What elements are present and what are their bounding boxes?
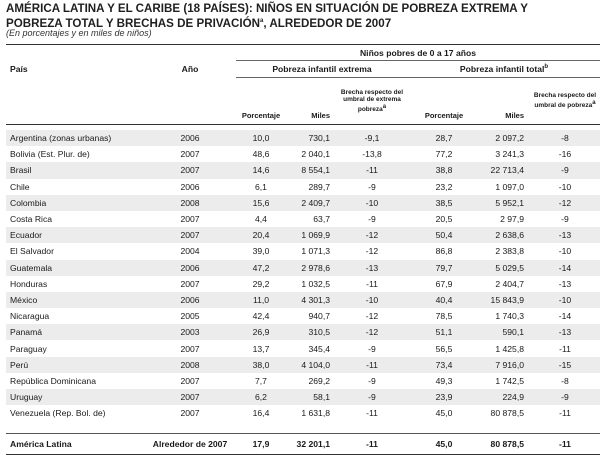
- header-total-label: Pobreza infantil total: [459, 64, 545, 74]
- cell-tot-miles: 22 713,4: [480, 162, 530, 178]
- total-ext-brecha: -11: [336, 434, 408, 455]
- cell-tot-brecha: -8: [561, 375, 569, 386]
- header-tot-brecha-text: Brecha respecto del umbral de pobreza: [533, 92, 597, 110]
- cell-tot-brecha: -13: [558, 278, 572, 289]
- cell-tot-miles: 2 638,6: [480, 227, 530, 243]
- header-total: [408, 61, 600, 78]
- cell-tot-pct: 23,2: [435, 181, 453, 192]
- header-row-group: [6, 45, 600, 61]
- cell-anio: 2003: [144, 324, 236, 340]
- cell-tot-brecha: -14: [530, 260, 600, 276]
- cell-pais: República Dominicana: [10, 375, 96, 386]
- cell-anio: 2007: [180, 343, 200, 354]
- table-row: [6, 308, 600, 324]
- cell-ext-pct: 7,7: [255, 375, 267, 386]
- cell-ext-miles: 58,1: [286, 389, 336, 405]
- header-tot-brecha: [530, 78, 600, 125]
- cell-pais: Guatemala: [6, 260, 144, 276]
- cell-ext-miles: 289,7: [308, 181, 330, 192]
- cell-ext-brecha: -12: [336, 324, 408, 340]
- cell-tot-brecha: -10: [558, 246, 572, 257]
- table-row: [6, 389, 600, 405]
- cell-ext-brecha: -10: [336, 195, 408, 211]
- cell-ext-miles: 310,5: [286, 324, 336, 340]
- cell-tot-miles: 5 029,5: [480, 260, 530, 276]
- table-title: [6, 2, 602, 30]
- cell-tot-miles: 1 740,3: [495, 311, 524, 322]
- cell-tot-brecha: -10: [530, 292, 600, 308]
- cell-ext-pct: 11,0: [236, 292, 286, 308]
- cell-pais: México: [6, 292, 144, 308]
- header-row-columns: [6, 78, 600, 125]
- cell-pais: Bolivia (Est. Plur. de): [10, 149, 90, 160]
- cell-ext-pct: 15,6: [236, 195, 286, 211]
- poverty-table: [6, 44, 600, 455]
- table-row: [6, 292, 600, 308]
- header-ext-miles: Miles: [286, 78, 336, 125]
- title-line-1: AMÉRICA LATINA Y EL CARIBE (18 PAÍSES): NIÑOS EN SITUACIÓN DE POBREZA EXTREMA Y: [6, 2, 528, 15]
- cell-tot-miles: 2 383,8: [495, 246, 524, 257]
- cell-tot-pct: 45,0: [435, 408, 453, 419]
- cell-tot-brecha: -9: [530, 162, 600, 178]
- cell-tot-pct: 77,2: [435, 149, 453, 160]
- cell-ext-miles: 940,7: [308, 311, 330, 322]
- cell-tot-brecha: -10: [558, 181, 572, 192]
- cell-ext-pct: 20,4: [236, 227, 286, 243]
- cell-tot-miles: 2 97,9: [500, 214, 524, 225]
- cell-pais: Paraguay: [10, 343, 47, 354]
- header-tot-brecha-footnote: a: [592, 99, 596, 106]
- cell-tot-brecha: -13: [530, 324, 600, 340]
- cell-tot-pct: 49,3: [435, 375, 453, 386]
- cell-ext-brecha: -11: [336, 162, 408, 178]
- header-tot-miles: Miles: [480, 78, 530, 125]
- cell-tot-brecha: -8: [530, 130, 600, 146]
- cell-tot-miles: 2 404,7: [495, 278, 524, 289]
- cell-ext-miles: 1 071,3: [301, 246, 330, 257]
- cell-tot-brecha: -12: [530, 195, 600, 211]
- header-ext-pct: Porcentaje: [236, 78, 286, 125]
- table-row: [6, 179, 600, 195]
- total-spacer: [6, 421, 600, 434]
- cell-tot-miles: 224,9: [480, 389, 530, 405]
- cell-anio: 2007: [144, 389, 236, 405]
- table-subtitle: (En porcentajes y en miles de niños): [6, 28, 152, 38]
- cell-ext-brecha: -9: [368, 214, 376, 225]
- cell-ext-pct: 26,9: [236, 324, 286, 340]
- cell-tot-brecha: -14: [558, 311, 572, 322]
- header-group-label: Niños pobres de 0 a 17 años: [236, 45, 600, 61]
- cell-tot-pct: 38,5: [408, 195, 480, 211]
- table-row: [6, 405, 600, 421]
- cell-ext-brecha: -13,8: [362, 149, 382, 160]
- cell-tot-pct: 73,4: [408, 357, 480, 373]
- header-ext-brecha: [336, 78, 408, 125]
- cell-ext-pct: 14,6: [236, 162, 286, 178]
- cell-anio: 2006: [180, 181, 200, 192]
- cell-ext-miles: 269,2: [308, 375, 330, 386]
- cell-tot-pct: 50,4: [408, 227, 480, 243]
- cell-ext-pct: 10,0: [236, 130, 286, 146]
- title-line-2-end: , ALREDEDOR DE 2007: [263, 16, 392, 30]
- cell-anio: 2007: [180, 375, 200, 386]
- cell-anio: 2006: [144, 292, 236, 308]
- cell-tot-miles: 590,1: [480, 324, 530, 340]
- cell-pais: Honduras: [10, 278, 48, 289]
- title-footnote-marker: a: [260, 18, 264, 24]
- cell-ext-brecha: -9: [368, 343, 376, 354]
- total-tot-brecha: -11: [530, 434, 600, 455]
- cell-tot-pct: 23,9: [408, 389, 480, 405]
- cell-ext-pct: 42,4: [252, 311, 270, 322]
- cell-ext-pct: 6,1: [255, 181, 267, 192]
- cell-tot-pct: 28,7: [408, 130, 480, 146]
- cell-ext-pct: 16,4: [252, 408, 270, 419]
- table-row: [6, 227, 600, 243]
- cell-pais: Nicaragua: [10, 311, 50, 322]
- cell-ext-brecha: -9,1: [336, 130, 408, 146]
- cell-ext-brecha: -11: [366, 278, 378, 289]
- total-tot-miles: 80 878,5: [480, 434, 530, 455]
- cell-ext-pct: 48,6: [252, 149, 270, 160]
- cell-ext-pct: 47,2: [236, 260, 286, 276]
- total-ext-miles: 32 201,1: [286, 434, 336, 455]
- cell-ext-pct: 13,7: [252, 343, 270, 354]
- cell-tot-pct: 86,8: [435, 246, 453, 257]
- cell-tot-brecha: -15: [530, 357, 600, 373]
- cell-tot-pct: 51,1: [408, 324, 480, 340]
- cell-ext-miles: 2 040,1: [301, 149, 330, 160]
- cell-pais: Colombia: [6, 195, 144, 211]
- cell-anio: 2006: [144, 260, 236, 276]
- cell-ext-brecha: -11: [366, 408, 378, 419]
- total-row: [6, 434, 600, 455]
- header-total-footnote: b: [544, 64, 549, 71]
- cell-ext-pct: 38,0: [236, 357, 286, 373]
- cell-tot-miles: 7 916,0: [480, 357, 530, 373]
- cell-tot-brecha: -9: [530, 389, 600, 405]
- cell-ext-brecha: -12: [365, 246, 379, 257]
- table-row: [6, 211, 600, 227]
- cell-ext-miles: 8 554,1: [286, 162, 336, 178]
- cell-tot-brecha: -9: [561, 214, 569, 225]
- cell-pais: Venezuela (Rep. Bol. de): [10, 408, 106, 419]
- cell-ext-miles: 63,7: [313, 214, 330, 225]
- cell-anio: 2008: [144, 195, 236, 211]
- cell-ext-brecha: -12: [365, 311, 379, 322]
- cell-anio: 2008: [144, 357, 236, 373]
- cell-tot-pct: 40,4: [408, 292, 480, 308]
- total-ext-pct: 17,9: [236, 434, 286, 455]
- cell-pais: Argentina (zonas urbanas): [6, 130, 144, 146]
- header-ext-brecha-text: Brecha respecto del umbral de extrema pobreza: [340, 88, 404, 113]
- header-pais: País: [10, 64, 28, 74]
- cell-ext-pct: 4,4: [255, 214, 267, 225]
- table-row: [6, 340, 600, 356]
- cell-anio: 2006: [144, 130, 236, 146]
- cell-ext-brecha: -9: [336, 389, 408, 405]
- table-row: [6, 357, 600, 373]
- cell-anio: 2004: [180, 246, 200, 257]
- total-anio: Alrededor de 2007: [144, 434, 236, 455]
- cell-ext-pct: 29,2: [252, 278, 270, 289]
- cell-tot-miles: 15 843,9: [480, 292, 530, 308]
- cell-pais: Ecuador: [6, 227, 144, 243]
- cell-tot-brecha: -11: [559, 343, 571, 354]
- cell-anio: 2007: [180, 214, 200, 225]
- cell-ext-miles: 1 032,5: [301, 278, 330, 289]
- header-extrema: Pobreza infantil extrema: [236, 61, 408, 78]
- table-row: [6, 130, 600, 146]
- cell-ext-brecha: -12: [336, 227, 408, 243]
- cell-ext-brecha: -9: [368, 375, 376, 386]
- table-row: [6, 276, 600, 292]
- cell-tot-miles: 1 742,5: [495, 375, 524, 386]
- cell-tot-pct: 79,7: [408, 260, 480, 276]
- cell-ext-brecha: -10: [336, 292, 408, 308]
- header-row-sections: [6, 61, 600, 78]
- cell-ext-miles: 4 104,0: [286, 357, 336, 373]
- cell-anio: 2007: [180, 278, 200, 289]
- cell-anio: 2007: [144, 227, 236, 243]
- cell-tot-brecha: -16: [558, 149, 572, 160]
- cell-ext-pct: 6,2: [236, 389, 286, 405]
- total-pais: América Latina: [6, 434, 144, 455]
- cell-tot-pct: 20,5: [435, 214, 453, 225]
- cell-pais: Costa Rica: [10, 214, 53, 225]
- table-row: [6, 373, 600, 389]
- cell-pais: Brasil: [6, 162, 144, 178]
- cell-anio: 2005: [180, 311, 200, 322]
- cell-tot-pct: 67,9: [435, 278, 453, 289]
- table-row: [6, 243, 600, 259]
- cell-anio: 2007: [180, 149, 200, 160]
- cell-tot-miles: 1 097,0: [495, 181, 524, 192]
- cell-tot-brecha: -13: [530, 227, 600, 243]
- table-row: [6, 195, 600, 211]
- header-tot-pct: Porcentaje: [408, 78, 480, 125]
- cell-tot-miles: 1 425,8: [495, 343, 524, 354]
- cell-anio: 2007: [180, 408, 200, 419]
- table-row: [6, 162, 600, 178]
- cell-ext-miles: 2 978,6: [286, 260, 336, 276]
- cell-ext-brecha: -13: [336, 260, 408, 276]
- title-line-2-main: POBREZA TOTAL Y BRECHAS DE PRIVACIÓN: [6, 16, 261, 30]
- cell-tot-miles: 80 878,5: [490, 408, 524, 419]
- cell-ext-brecha: -11: [336, 357, 408, 373]
- cell-pais: El Salvador: [10, 246, 54, 257]
- cell-pais: Uruguay: [6, 389, 144, 405]
- cell-pais: Chile: [10, 181, 30, 192]
- cell-tot-miles: 5 952,1: [480, 195, 530, 211]
- cell-ext-miles: 4 301,3: [286, 292, 336, 308]
- cell-tot-brecha: -11: [559, 408, 571, 419]
- cell-tot-miles: 2 097,2: [480, 130, 530, 146]
- cell-pais: Perú: [6, 357, 144, 373]
- header-ext-brecha-footnote: a: [382, 103, 387, 110]
- table-row: [6, 324, 600, 340]
- table-row: [6, 260, 600, 276]
- cell-tot-miles: 3 241,3: [495, 149, 524, 160]
- cell-tot-pct: 56,5: [435, 343, 453, 354]
- cell-ext-miles: 1 069,9: [286, 227, 336, 243]
- cell-tot-pct: 38,8: [408, 162, 480, 178]
- cell-ext-miles: 2 409,7: [286, 195, 336, 211]
- cell-tot-pct: 78,5: [435, 311, 453, 322]
- cell-ext-miles: 1 631,8: [301, 408, 330, 419]
- cell-pais: Panamá: [6, 324, 144, 340]
- cell-ext-miles: 730,1: [286, 130, 336, 146]
- cell-ext-miles: 345,4: [308, 343, 330, 354]
- table-row: [6, 146, 600, 162]
- header-anio: Año: [181, 64, 199, 74]
- total-tot-pct: 45,0: [408, 434, 480, 455]
- cell-ext-pct: 39,0: [252, 246, 270, 257]
- cell-anio: 2007: [144, 162, 236, 178]
- cell-ext-brecha: -9: [368, 181, 376, 192]
